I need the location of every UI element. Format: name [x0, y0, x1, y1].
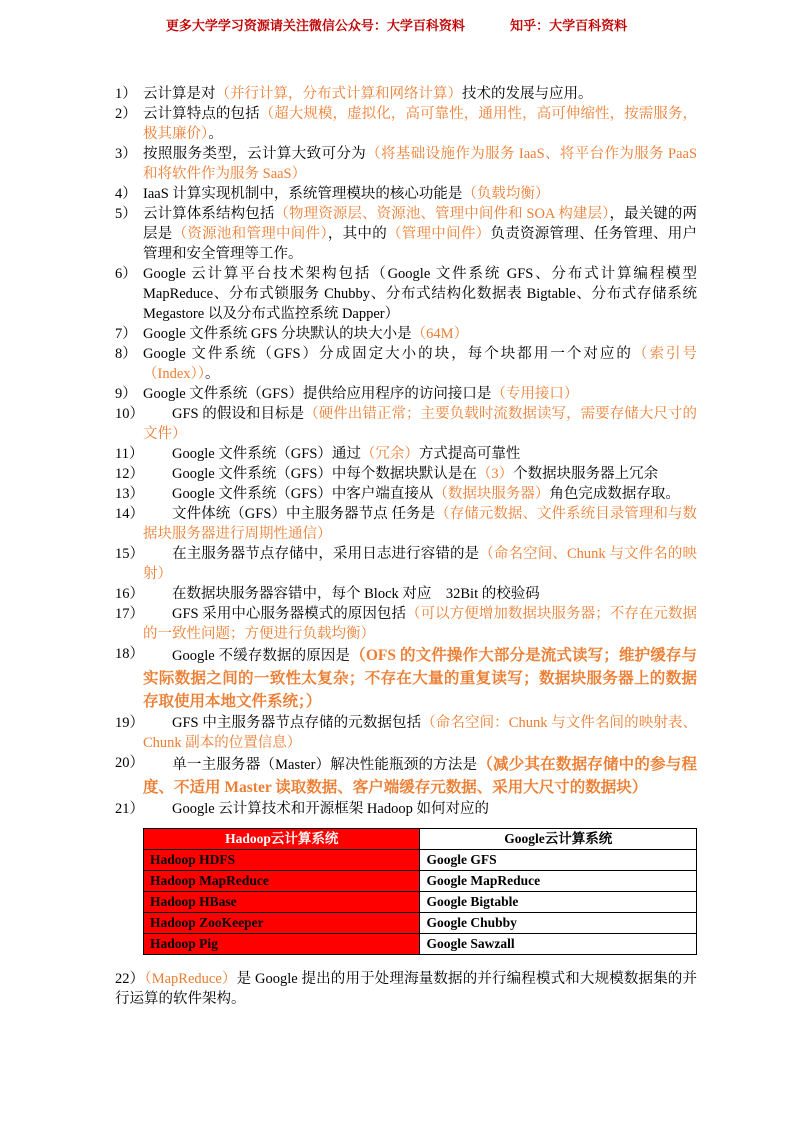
- item-text-segment: IaaS 计算实现机制中，系统管理模块的核心功能是: [143, 186, 463, 202]
- list-item: [115, 584, 697, 604]
- item-text-segment: 文件体统（GFS）中主服务器节点 任务是: [172, 506, 436, 522]
- item-number: 8）: [115, 346, 137, 362]
- item-text-segment: 云计算特点的包括: [143, 106, 260, 122]
- item-text-segment: 按照服务类型，云计算大致可分为: [143, 146, 367, 162]
- list-item: [115, 713, 697, 753]
- item-text-segment: （命名空间、Chunk 与文件名的映射）: [143, 546, 697, 582]
- list-item: [115, 544, 697, 584]
- hadoop-cell: Hadoop HBase: [144, 892, 420, 913]
- item-text-segment: （超大规模，虚拟化，高可靠性，通用性，高可伸缩性，按需服务，极其廉价）: [143, 106, 698, 142]
- item-text-segment: （硬件出错正常；主要负载时流数据读写，需要存储大尺寸的文件）: [143, 406, 697, 442]
- document-body: [115, 84, 697, 1009]
- item-number: 3）: [115, 146, 137, 162]
- table-header-row: [144, 829, 697, 850]
- google-cell: Google MapReduce: [420, 871, 697, 892]
- list-item: [115, 969, 697, 1009]
- list-item: [115, 184, 697, 204]
- item-text-segment: （命名空间：Chunk 与文件名间的映射表、Chunk 副本的位置信息）: [143, 715, 697, 751]
- list-item: [115, 404, 697, 444]
- list-item: [115, 144, 697, 184]
- item-text-segment: （OFS 的文件操作大部分是流式读写；维护缓存与实际数据之间的一致性太复杂；不存在大量的重复读写；数据块服务器上的数据存取使用本地文件系统；）: [143, 647, 697, 710]
- item-text-segment: 方式提高可靠性: [418, 446, 521, 462]
- list-item: [115, 344, 697, 384]
- item-text-segment: 技术的发展与应用。: [462, 86, 593, 102]
- header-zhihu-note: 知乎：大学百科资料: [510, 18, 628, 33]
- item-number: 11）: [115, 446, 144, 462]
- list-item: [115, 604, 697, 644]
- question-list-after-table: [115, 969, 697, 1009]
- hadoop-cell: Hadoop ZooKeeper: [144, 913, 420, 934]
- item-text-segment: 云计算体系结构包括: [143, 206, 275, 222]
- item-text-segment: Google 不缓存数据的原因是: [172, 648, 351, 664]
- item-number: 6）: [115, 266, 137, 282]
- item-text-segment: （管理中间件）: [386, 226, 491, 242]
- item-number: 1）: [115, 86, 137, 102]
- hadoop-cell: Hadoop MapReduce: [144, 871, 420, 892]
- header-wechat-note: 更多大学学习资源请关注微信公众号：大学百科资料: [165, 18, 465, 33]
- item-number: 9）: [115, 386, 137, 402]
- item-text-segment: 个数据块服务器上冗余: [513, 466, 659, 482]
- list-item: [115, 84, 697, 104]
- item-text-segment: （专用接口）: [491, 386, 579, 402]
- item-text-segment: Google 文件系统（GFS）通过: [172, 446, 361, 462]
- hadoop-cell: Hadoop HDFS: [144, 850, 420, 871]
- item-text-segment: 在主服务器节点存储中，采用日志进行容错的是: [172, 546, 480, 562]
- table-body: [144, 850, 697, 955]
- table-row: [144, 871, 697, 892]
- item-text-segment: GFS 的假设和目标是: [172, 406, 305, 422]
- item-number: 2）: [115, 106, 137, 122]
- item-number: 7）: [115, 326, 137, 342]
- item-number: 22）: [115, 971, 145, 987]
- list-item: [115, 204, 697, 264]
- item-number: 20）: [115, 755, 144, 771]
- google-cell: Google Sawzall: [420, 934, 697, 955]
- item-text-segment: GFS 采用中心服务器模式的原因包括: [172, 606, 407, 622]
- item-text-segment: （索引号（Index））: [143, 346, 697, 382]
- item-number: 18）: [115, 646, 144, 662]
- list-item: [115, 484, 697, 504]
- item-text-segment: （数据块服务器）: [433, 486, 550, 502]
- question-list: [115, 84, 697, 819]
- item-text-segment: 角色完成数据存取。: [549, 486, 680, 502]
- list-item: [115, 384, 697, 404]
- page-header: [0, 0, 793, 34]
- item-text-segment: （存储元数据、文件系统目录管理和与数据块服务器进行周期性通信）: [143, 506, 697, 542]
- item-text-segment: 在数据块服务器容错中，每个 Block 对应 32Bit 的校验码: [172, 586, 540, 602]
- item-number: 14）: [115, 506, 144, 522]
- list-item: [115, 264, 697, 324]
- item-number: 13）: [115, 486, 144, 502]
- item-number: 12）: [115, 466, 144, 482]
- item-number: 16）: [115, 586, 144, 602]
- item-number: 15）: [115, 546, 144, 562]
- hadoop-cell: Hadoop Pig: [144, 934, 420, 955]
- table-row: [144, 913, 697, 934]
- item-text-segment: GFS 中主服务器节点存储的元数据包括: [172, 715, 422, 731]
- item-number: 21）: [115, 801, 144, 817]
- table-row: [144, 892, 697, 913]
- list-item: [115, 104, 697, 144]
- item-text-segment: Google 文件系统（GFS）分成固定大小的块，每个块都用一个对应的: [143, 346, 633, 362]
- table-header-google: Google云计算系统: [420, 829, 697, 850]
- item-number: 17）: [115, 606, 144, 622]
- item-text-segment: （并行计算，分布式计算和网络计算）: [215, 86, 462, 102]
- item-number: 5）: [115, 206, 137, 222]
- list-item: [115, 444, 697, 464]
- item-text-segment: Google 云计算技术和开源框架 Hadoop 如何对应的: [172, 801, 489, 817]
- item-text-segment: （可以方便增加数据块服务器；不存在元数据的一致性问题；方便进行负载均衡）: [143, 606, 698, 642]
- item-number: 4）: [115, 186, 137, 202]
- item-text-segment: Google 文件系统（GFS）中客户端直接从: [172, 486, 434, 502]
- list-item: [115, 799, 697, 819]
- table-row: [144, 850, 697, 871]
- item-text-segment: （冗余）: [360, 446, 419, 462]
- item-text-segment: （MapReduce）: [144, 971, 237, 987]
- item-number: 19）: [115, 715, 144, 731]
- item-text-segment: （3）: [476, 466, 514, 482]
- item-text-segment: （资源池和管理中间件）: [172, 226, 328, 242]
- item-text-segment: 。: [208, 126, 223, 142]
- item-text-segment: 负责资源管理、任务管理、用户管理和安全管理等工作。: [143, 226, 698, 262]
- table-row: [144, 934, 697, 955]
- list-item: [115, 644, 697, 713]
- list-item: [115, 753, 697, 799]
- item-text-segment: 。: [205, 366, 220, 382]
- item-text-segment: Google 云计算平台技术架构包括（Google 文件系统 GFS、分布式计算编程模型 MapReduce、分布式锁服务 Chubby、分布式结构化数据表 Bigtable、分布式存储系统 Megastore 以及分布式监控系统 Dapper）: [143, 266, 697, 322]
- item-text-segment: Google 文件系统 GFS 分块默认的块大小是: [143, 326, 412, 342]
- item-text-segment: Google 文件系统（GFS）提供给应用程序的访问接口是: [143, 386, 492, 402]
- item-text-segment: 单一主服务器（Master）解决性能瓶颈的方法是: [172, 757, 478, 773]
- item-text-segment: ，其中的: [327, 226, 387, 242]
- item-text-segment: Google 文件系统（GFS）中每个数据块默认是在: [172, 466, 477, 482]
- item-text-segment: （减少其在数据存储中的参与程度、不适用 Master 读取数据、客户端缓存元数据、采用大尺寸的数据块）: [143, 756, 697, 796]
- item-text-segment: （将基础设施作为服务 IaaS、将平台作为服务 PaaS 和将软件作为服务 SaaS）: [143, 146, 698, 182]
- item-text-segment: ，最关键的两层是: [143, 206, 697, 242]
- table-header-hadoop: Hadoop云计算系统: [144, 829, 420, 850]
- item-number: 10）: [115, 406, 144, 422]
- item-text-segment: 云计算是对: [143, 86, 216, 102]
- google-cell: Google GFS: [420, 850, 697, 871]
- google-cell: Google Chubby: [420, 913, 697, 934]
- item-text-segment: （物理资源层、资源池、管理中间件和 SOA 构建层）: [274, 206, 610, 222]
- list-item: [115, 504, 697, 544]
- item-text-segment: 是 Google 提出的用于处理海量数据的并行编程模式和大规模数据集的并行运算的软件架构。: [115, 971, 698, 1007]
- hadoop-google-mapping-table: [143, 828, 697, 955]
- item-text-segment: （负载均衡）: [462, 186, 550, 202]
- list-item: [115, 464, 697, 484]
- item-text-segment: （64M）: [411, 326, 469, 342]
- list-item: [115, 324, 697, 344]
- google-cell: Google Bigtable: [420, 892, 697, 913]
